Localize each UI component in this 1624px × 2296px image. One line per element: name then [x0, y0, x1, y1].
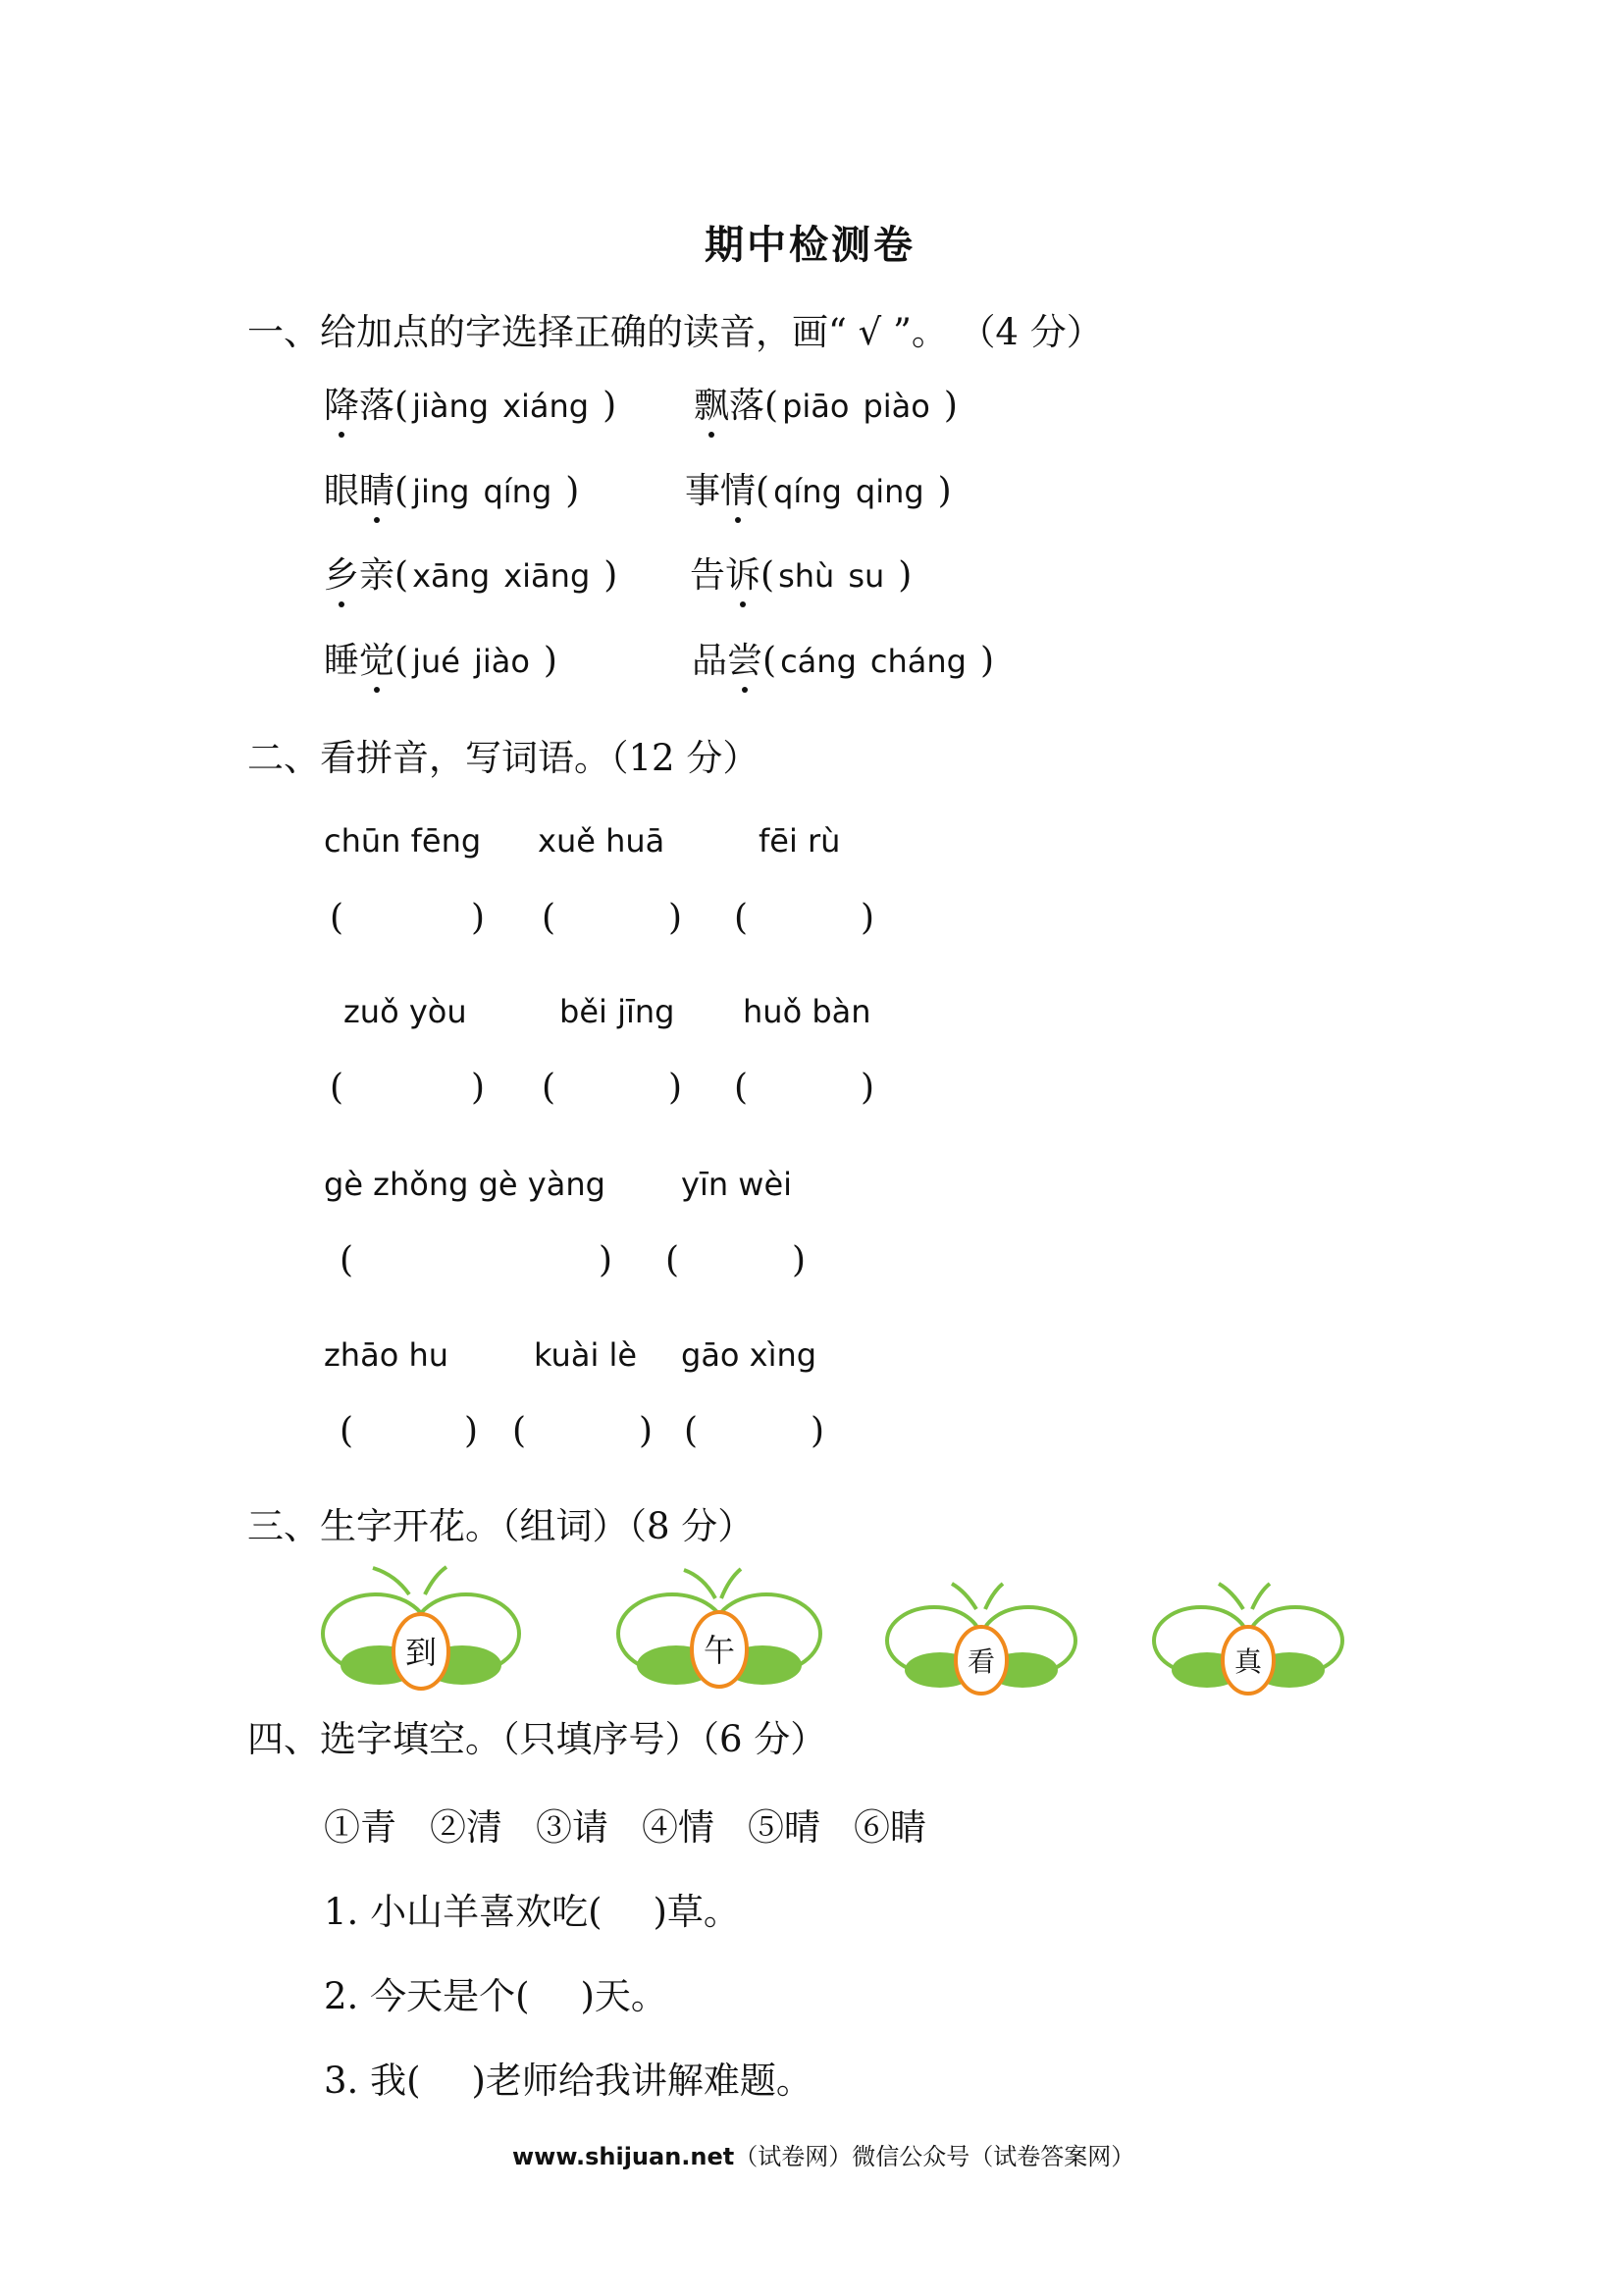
pinyin-prompt: gè zhǒng gè yàng	[324, 1166, 605, 1203]
pinyin-item-5: 乡亲( xāng xiāng )	[324, 548, 617, 598]
option-item: ⑤晴	[748, 1806, 820, 1849]
pinyin-option[interactable]: cáng	[780, 643, 857, 680]
word-char: 告	[690, 555, 726, 596]
pinyin-option[interactable]: jué	[412, 643, 460, 680]
dotted-char: 乡	[324, 548, 359, 598]
footer	[512, 2137, 1134, 2171]
pinyin-item-4: 事情( qíng qing )	[685, 463, 952, 513]
pinyin-prompt: běi jīng	[559, 993, 675, 1030]
answer-blank[interactable]: ( )	[340, 1411, 479, 1451]
pinyin-option[interactable]: xiáng	[502, 388, 590, 425]
answer-blank[interactable]: ( )	[734, 898, 875, 938]
footer-text: （试卷网）微信公众号（试卷答案网）	[734, 2143, 1135, 2170]
pinyin-prompt: xuě huā	[538, 822, 665, 860]
pinyin-option[interactable]: jiàng	[412, 388, 490, 425]
answer-blank[interactable]: ( )	[542, 898, 683, 938]
pinyin-prompt: huǒ bàn	[743, 993, 871, 1030]
pinyin-item-1: 降落( jiàng xiáng )	[324, 378, 616, 428]
pinyin-option[interactable]: xāng	[412, 557, 491, 595]
pinyin-option[interactable]: xiāng	[503, 557, 591, 595]
answer-blank[interactable]: ( )	[340, 1240, 613, 1280]
pinyin-item-3: 眼睛( jing qíng )	[324, 463, 579, 513]
pinyin-option[interactable]: qíng	[773, 473, 842, 510]
pinyin-option[interactable]: cháng	[869, 643, 967, 680]
section1-heading	[247, 302, 1103, 355]
option-item: ④情	[642, 1806, 714, 1849]
dotted-char: 飘	[694, 378, 729, 428]
pinyin-prompt: yīn wèi	[681, 1166, 793, 1203]
char-options	[324, 1798, 960, 1851]
flower-char: 真	[1233, 1645, 1263, 1678]
flower-char: 看	[967, 1645, 996, 1678]
option-item: ①青	[324, 1806, 396, 1849]
pinyin-prompt: gāo xìng	[681, 1336, 817, 1374]
answer-blank[interactable]: ( )	[542, 1068, 683, 1108]
dotted-char: 尝	[727, 633, 762, 683]
answer-blank[interactable]: ( )	[512, 1411, 654, 1451]
pinyin-prompt: chūn fēng	[324, 822, 482, 860]
pinyin-option[interactable]: jing	[412, 473, 470, 510]
answer-blank[interactable]: ( )	[734, 1068, 875, 1108]
question-2: 2. 今天是个( )天。	[324, 1975, 667, 2017]
section1-score: （4 分）	[976, 311, 1103, 353]
dotted-char: 降	[324, 378, 359, 428]
section4-heading: 四、选字填空。（只填序号）（6 分）	[247, 1718, 827, 1760]
pinyin-item-8: 品尝( cáng cháng )	[692, 633, 994, 683]
answer-blank[interactable]: ( )	[330, 1068, 486, 1108]
word-char: 落	[729, 386, 765, 426]
word-char: 事	[685, 471, 721, 511]
option-item: ②清	[430, 1806, 502, 1849]
section3-heading: 三、生字开花。（组词）（8 分）	[247, 1505, 755, 1547]
pinyin-prompt: kuài lè	[534, 1336, 638, 1374]
word-char: 睡	[324, 641, 360, 681]
pinyin-option[interactable]: piāo	[782, 388, 850, 425]
pinyin-prompt: zhāo hu	[324, 1336, 448, 1374]
footer-url[interactable]: www.shijuan.net	[512, 2143, 735, 2170]
flower-icon	[1150, 1580, 1346, 1697]
section2-heading: 二、看拼音，写词语。（12 分）	[247, 737, 760, 779]
pinyin-item-6: 告诉( shù su )	[690, 548, 912, 598]
flower-icon	[613, 1565, 829, 1693]
pinyin-option[interactable]: jiào	[473, 643, 530, 680]
flower-icon	[319, 1565, 535, 1693]
word-char: 品	[692, 641, 728, 681]
pinyin-item-7: 睡觉( jué jiào )	[324, 633, 557, 683]
pinyin-option[interactable]: shù	[778, 557, 835, 595]
dotted-char: 诉	[725, 548, 760, 598]
page-title: 期中检测卷	[705, 222, 916, 268]
pinyin-prompt: zuǒ yòu	[343, 993, 467, 1030]
flower-icon	[883, 1580, 1079, 1697]
flower-char: 午	[703, 1632, 736, 1669]
pinyin-option[interactable]: qing	[855, 473, 924, 510]
section1-heading-text: 一、给加点的字选择正确的读音，画“ √ ”。	[247, 311, 948, 353]
pinyin-option[interactable]: su	[848, 557, 885, 595]
question-3: 3. 我( )老师给我讲解难题。	[324, 2060, 812, 2102]
pinyin-item-2: 飘落( piāo piào )	[694, 378, 958, 428]
word-char: 亲	[359, 555, 395, 596]
pinyin-prompt: fēi rù	[759, 822, 841, 860]
word-char: 落	[359, 386, 395, 426]
pinyin-option[interactable]: qíng	[483, 473, 552, 510]
word-char: 眼	[324, 471, 360, 511]
answer-blank[interactable]: ( )	[684, 1411, 825, 1451]
dotted-char: 睛	[359, 463, 394, 513]
dotted-char: 情	[720, 463, 756, 513]
question-1: 1. 小山羊喜欢吃( )草。	[324, 1891, 740, 1933]
dotted-char: 觉	[359, 633, 394, 683]
flower-char: 到	[404, 1634, 438, 1671]
answer-blank[interactable]: ( )	[665, 1240, 807, 1280]
pinyin-option[interactable]: piào	[863, 388, 930, 425]
option-item: ⑥睛	[854, 1806, 926, 1849]
option-item: ③请	[536, 1806, 608, 1849]
answer-blank[interactable]: ( )	[330, 898, 486, 938]
